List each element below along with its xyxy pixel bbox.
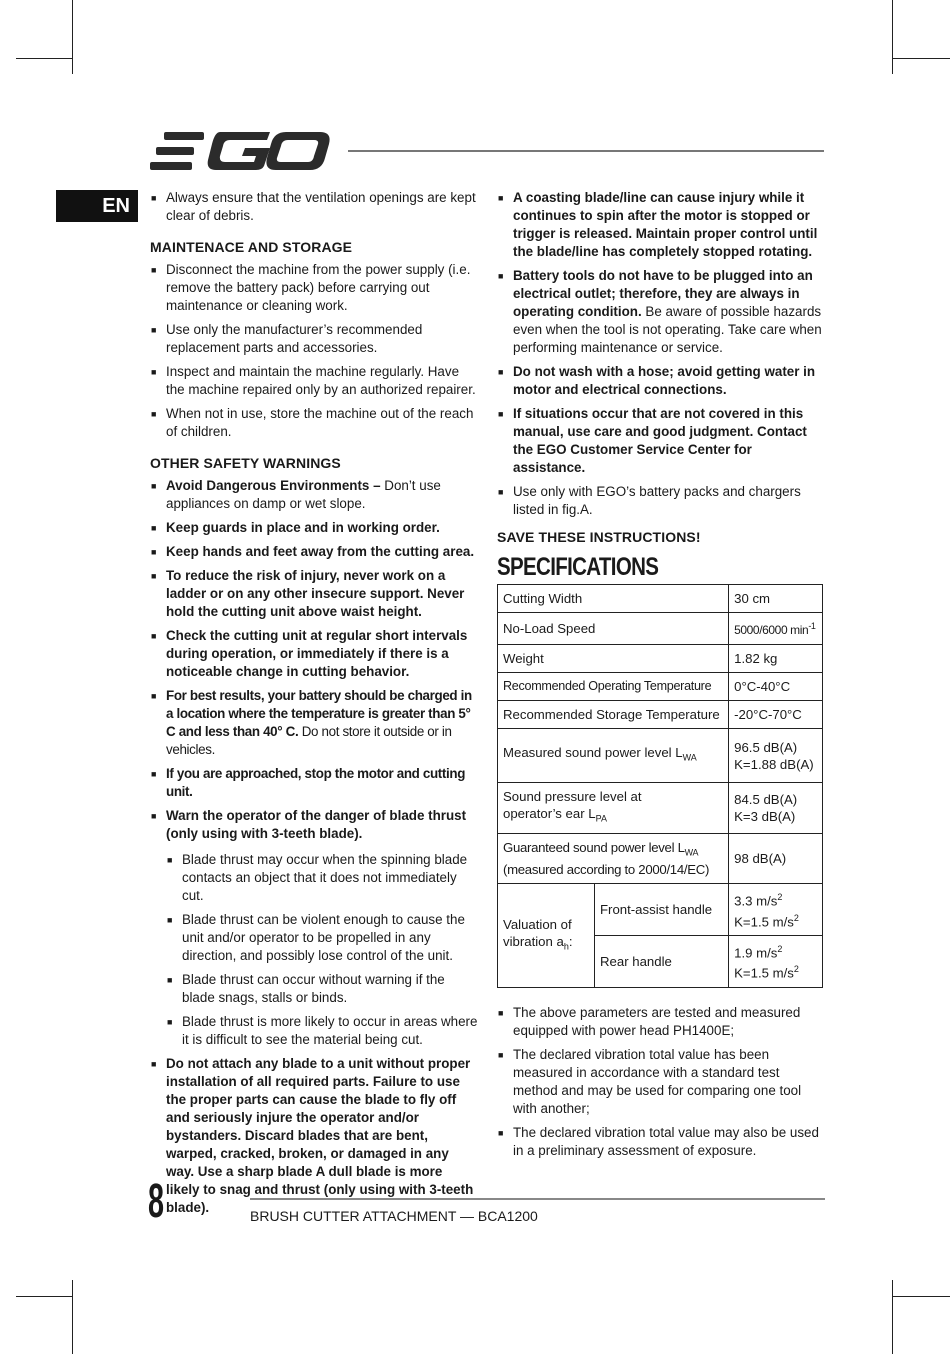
spec-label [498, 783, 729, 834]
crop-mark [72, 0, 73, 74]
spec-value-line: 84.5 dB(A) [734, 791, 798, 807]
footer-title: BRUSH CUTTER ATTACHMENT — BCA1200 [250, 1208, 538, 1224]
list-item: ■ Do not attach any blade to a unit without proper installation of all required parts. Failure to use the proper parts can cause the blade to fly off and seriously injure the operator and/or bystanders. Discard blades that are bent, warped, cracked, broken, or damaged in any way. Use a sharp blade A dull blade is more likely to snag and thrust (only using with 3-teeth blade). [150, 1055, 478, 1217]
sub-list-item: ■ Blade thrust can occur without warning if the blade snags, stalls or binds. [166, 971, 478, 1007]
spec-value [729, 729, 823, 783]
crop-mark [72, 1280, 73, 1354]
list-item: ■ Always ensure that the ventilation openings are kept clear of debris. [150, 189, 478, 225]
spec-label: Recommended Operating Temperature [498, 673, 729, 701]
spec-value: 30 cm [729, 585, 823, 613]
spec-sublabel: Front-assist handle [595, 884, 729, 936]
table-row [498, 673, 823, 701]
footer-rule [250, 1198, 825, 1200]
spec-value-text: 3.3 m/s [734, 893, 778, 909]
spec-value-line [734, 961, 817, 981]
list-item [150, 687, 478, 759]
spec-label-text: Guaranteed sound power level L [503, 839, 685, 855]
language-tab: EN [56, 190, 138, 222]
spec-label-line: Valuation of [503, 916, 572, 932]
sub-list-item: ■ Blade thrust may occur when the spinning blade contacts an object that it does not immediately cut. [166, 851, 478, 905]
list-item: ■ If situations occur that are not covered in this manual, use care and good judgment. Contact the EGO Customer Service Center for assistance. [497, 405, 825, 477]
table-row [498, 613, 823, 645]
list-item: ■ When not in use, store the machine out of the reach of children. [150, 405, 478, 441]
spec-value-line [734, 889, 817, 909]
list-item: ■ Use only the manufacturer’s recommended replacement parts and accessories. [150, 321, 478, 357]
warning-bold: Avoid Dangerous Environments – [166, 478, 381, 493]
list-item: ■ Disconnect the machine from the power supply (i.e. remove the battery pack) before carrying out maintenance or cleaning work. [150, 261, 478, 315]
spec-label-line [503, 805, 723, 828]
spec-value-line: 96.5 dB(A) [734, 739, 798, 755]
maintenance-list [150, 261, 478, 441]
spec-value [729, 613, 823, 645]
spec-label-text: operator’s ear L [503, 806, 596, 821]
intro-list [150, 189, 478, 225]
page-number: 8 [148, 1175, 165, 1228]
table-row [498, 645, 823, 673]
list-item: ■ A coasting blade/line can cause injury while it continues to spin after the motor is stopped or trigger is released. Maintain proper control until the blade/line has completely stopped rotating. [497, 189, 825, 261]
list-item: ■ To reduce the risk of injury, never work on a ladder or on any other insecure support. Never hold the cutting unit above waist height. [150, 567, 478, 621]
spec-label-line [503, 839, 723, 862]
left-column [150, 189, 478, 1230]
spec-label-sub: PA [595, 813, 607, 824]
list-item [497, 267, 825, 357]
spec-value-text: K=1.5 m/s [734, 965, 794, 981]
list-item: ■ Keep guards in place and in working order. [150, 519, 478, 537]
warning-text: Do not store it outside or in vehicles. [166, 724, 452, 757]
spec-label-colon: : [568, 933, 573, 949]
sub-list-item: ■ Blade thrust can be violent enough to cause the unit and/or operator to be propelled in any direction, and possibly lose control of the unit. [166, 911, 478, 965]
list-item: ■ The declared vibration total value may also be used in a preliminary assessment of exposure. [497, 1124, 825, 1160]
list-item: ■ The above parameters are tested and measured equipped with power head PH1400E; [497, 1004, 825, 1040]
spec-label-sub: h [563, 941, 569, 952]
safety-list-continued [497, 189, 825, 519]
table-row [498, 585, 823, 613]
spec-value: -20°C-70°C [729, 701, 823, 729]
crop-mark [16, 58, 73, 59]
spec-label-text: vibration a [503, 933, 564, 949]
spec-value [729, 884, 823, 936]
warning-text: Be aware of possible hazards even when the tool is not operating. Take care when performing maintenance or service. [513, 304, 822, 355]
spec-value-sup: 2 [793, 912, 799, 923]
right-column [497, 189, 825, 1173]
table-row [498, 783, 823, 834]
spec-value [729, 783, 823, 834]
spec-value-line [734, 910, 817, 930]
spec-label: Cutting Width [498, 585, 729, 613]
notes-list [497, 1004, 825, 1160]
specifications-table [497, 584, 823, 988]
spec-sublabel: Rear handle [595, 936, 729, 988]
warning-bold: Battery tools do not have to be plugged into an electrical outlet; therefore, they are always in operating condition. [513, 268, 813, 319]
crop-mark [892, 1280, 893, 1354]
spec-label-line [503, 933, 589, 956]
spec-label-sub: WA [682, 752, 697, 763]
spec-label-line: (measured according to 2000/14/EC) [503, 862, 710, 878]
blade-thrust-sublist [166, 851, 478, 1049]
spec-value-text: 5000/6000 min [734, 623, 809, 637]
list-item [150, 477, 478, 513]
spec-value-line: K=1.88 dB(A) [734, 756, 814, 772]
list-item: ■ Check the cutting unit at regular short intervals during operation, or immediately if there is a noticeable change in cutting behavior. [150, 627, 478, 681]
spec-label-sub: WA [684, 847, 699, 858]
spec-value [729, 936, 823, 988]
other-safety-heading: OTHER SAFETY WARNINGS [150, 455, 341, 471]
spec-value-sup: -1 [808, 621, 816, 631]
table-row [498, 884, 823, 936]
warning-bold: For best results, your battery should be charged in a location where the temperature is greater than 5° C and less than 40° C. [166, 688, 472, 739]
list-item: ■ If you are approached, stop the motor and cutting unit. [150, 765, 478, 801]
spec-label [498, 833, 729, 884]
safety-list [150, 477, 478, 1217]
spec-value-sup: 2 [793, 964, 799, 975]
crop-mark [892, 58, 950, 59]
spec-label: No-Load Speed [498, 613, 729, 645]
spec-value-sup: 2 [777, 892, 783, 903]
spec-value-sup: 2 [777, 944, 783, 955]
spec-label [498, 729, 729, 783]
spec-value-text: K=1.5 m/s [734, 914, 794, 930]
crop-mark [892, 0, 893, 74]
spec-value: 0°C-40°C [729, 673, 823, 701]
list-item: ■ Keep hands and feet away from the cutting area. [150, 543, 478, 561]
warning-text: Don’t use appliances on damp or wet slope. [166, 478, 441, 511]
table-row [498, 833, 823, 884]
specifications-heading: SPECIFICATIONS [497, 553, 659, 581]
ego-logo [150, 130, 330, 172]
spec-value: 1.82 kg [729, 645, 823, 673]
spec-label: Recommended Storage Temperature [498, 701, 729, 729]
spec-label-text: Measured sound power level L [503, 745, 683, 761]
spec-value: 98 dB(A) [729, 833, 823, 884]
spec-label [498, 884, 595, 988]
spec-value-line: K=3 dB(A) [734, 808, 796, 824]
crop-mark [16, 1296, 73, 1297]
spec-label-line: Sound pressure level at [503, 789, 642, 804]
header-rule [348, 150, 824, 152]
save-instructions: SAVE THESE INSTRUCTIONS! [497, 529, 701, 545]
list-item: ■ Do not wash with a hose; avoid getting water in motor and electrical connections. [497, 363, 825, 399]
list-item: ■ Use only with EGO’s battery packs and chargers listed in fig.A. [497, 483, 825, 519]
warning-bold: Warn the operator of the danger of blade thrust (only using with 3-teeth blade). [166, 808, 467, 841]
table-row [498, 701, 823, 729]
spec-label: Weight [498, 645, 729, 673]
crop-mark [892, 1296, 950, 1297]
table-row [498, 729, 823, 783]
list-item: ■ Inspect and maintain the machine regularly. Have the machine repaired only by an authorized repairer. [150, 363, 478, 399]
maintenance-heading: MAINTENACE AND STORAGE [150, 239, 353, 255]
spec-value-text: 1.9 m/s [734, 945, 778, 961]
list-item [150, 807, 478, 1049]
sub-list-item: ■ Blade thrust is more likely to occur in areas where it is difficult to see the material being cut. [166, 1013, 478, 1049]
list-item: ■ The declared vibration total value has been measured in accordance with a standard test method and may be used for comparing one tool with another; [497, 1046, 825, 1118]
spec-value-line [734, 941, 817, 961]
